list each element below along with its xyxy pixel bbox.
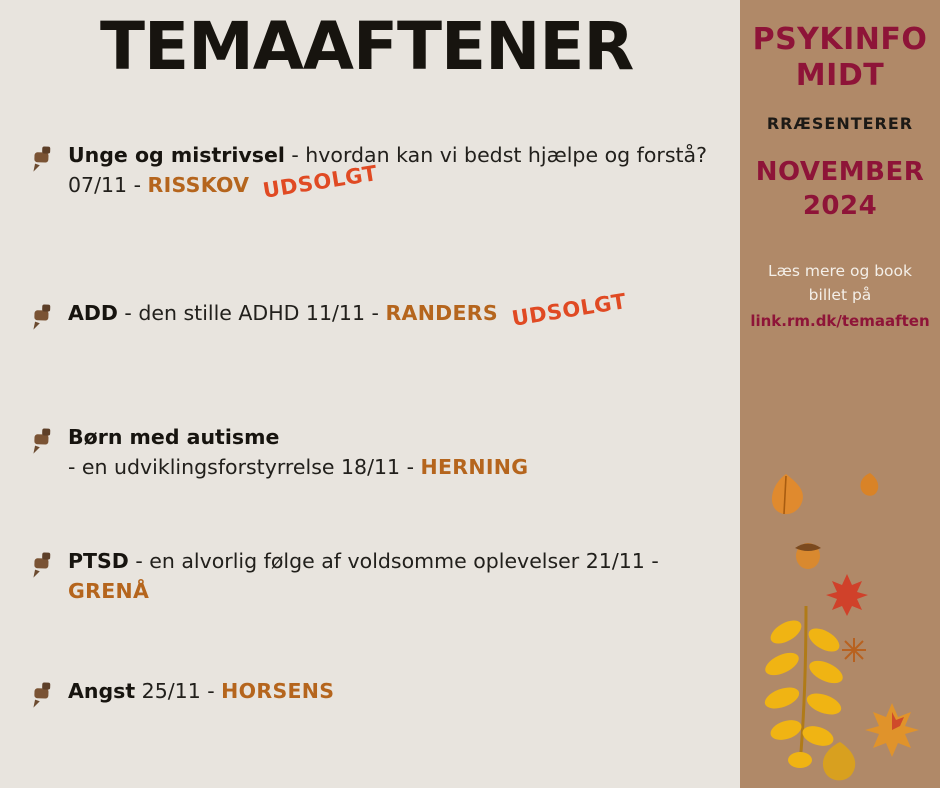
presents-label: RRÆSENTERER (766, 114, 914, 133)
status-badge: UDSOLGT (510, 289, 628, 331)
event-title: Unge og mistrivsel (68, 143, 285, 167)
event-city: RANDERS (385, 301, 498, 325)
status-badge: UDSOLGT (261, 161, 380, 203)
event-description: - hvordan kan vi bedst hjælpe og forstå? 07/11 - (68, 143, 707, 197)
event-text (68, 676, 740, 706)
month-label: NOVEMBER (755, 157, 925, 187)
pushpin-icon (28, 550, 58, 580)
event-description: - den stille ADHD 11/11 - (117, 301, 386, 325)
brand-name (740, 22, 940, 94)
ash-leaf-icon (760, 598, 850, 768)
maple-leaf-icon (862, 700, 922, 760)
event-title: ADD (68, 301, 118, 325)
poster-sidebar (740, 0, 940, 788)
pushpin-icon (28, 426, 58, 456)
booking-line-2: billet på (808, 286, 872, 304)
star-leaf-icon (840, 636, 868, 664)
list-item[interactable] (0, 140, 740, 202)
event-description: - en udviklingsforstyrrelse 18/11 - (68, 455, 421, 479)
leaf-icon (760, 470, 812, 522)
event-text (68, 422, 740, 482)
event-title: PTSD (68, 549, 129, 573)
acorn-icon (788, 532, 828, 572)
booking-info (740, 259, 940, 333)
pushpin-icon (28, 680, 58, 710)
event-city: HERNING (420, 455, 529, 479)
pushpin-icon (28, 144, 58, 174)
event-text (68, 289, 740, 331)
list-item[interactable] (0, 676, 740, 738)
list-item[interactable] (0, 422, 740, 484)
event-title: Angst (68, 679, 136, 703)
page-title: TEMAAFTENER (100, 8, 634, 85)
event-title: Børn med autisme (68, 425, 280, 449)
event-description: - en alvorlig følge af voldsomme oplevelser 21/11 - (128, 549, 659, 573)
leaf-icon (858, 472, 882, 498)
event-list (0, 140, 740, 746)
year-label: 2024 (802, 191, 878, 221)
list-item[interactable] (0, 546, 740, 608)
event-city: GRENÅ (68, 579, 150, 603)
booking-line-1: Læs mere og book (767, 262, 913, 280)
pushpin-icon (28, 302, 58, 332)
month-year (740, 155, 940, 223)
brand-line-1: PSYKINFO (752, 22, 928, 57)
list-item[interactable] (0, 289, 740, 360)
event-description: 25/11 - (135, 679, 222, 703)
event-text (68, 546, 740, 606)
event-text (68, 140, 740, 203)
brand-line-2: MIDT (795, 58, 885, 93)
leaf-icon (818, 740, 862, 784)
maple-leaf-icon (824, 572, 870, 618)
event-city: HORSENS (221, 679, 335, 703)
booking-link[interactable]: link.rm.dk/temaaften (750, 312, 930, 330)
event-city: RISSKOV (147, 173, 250, 197)
